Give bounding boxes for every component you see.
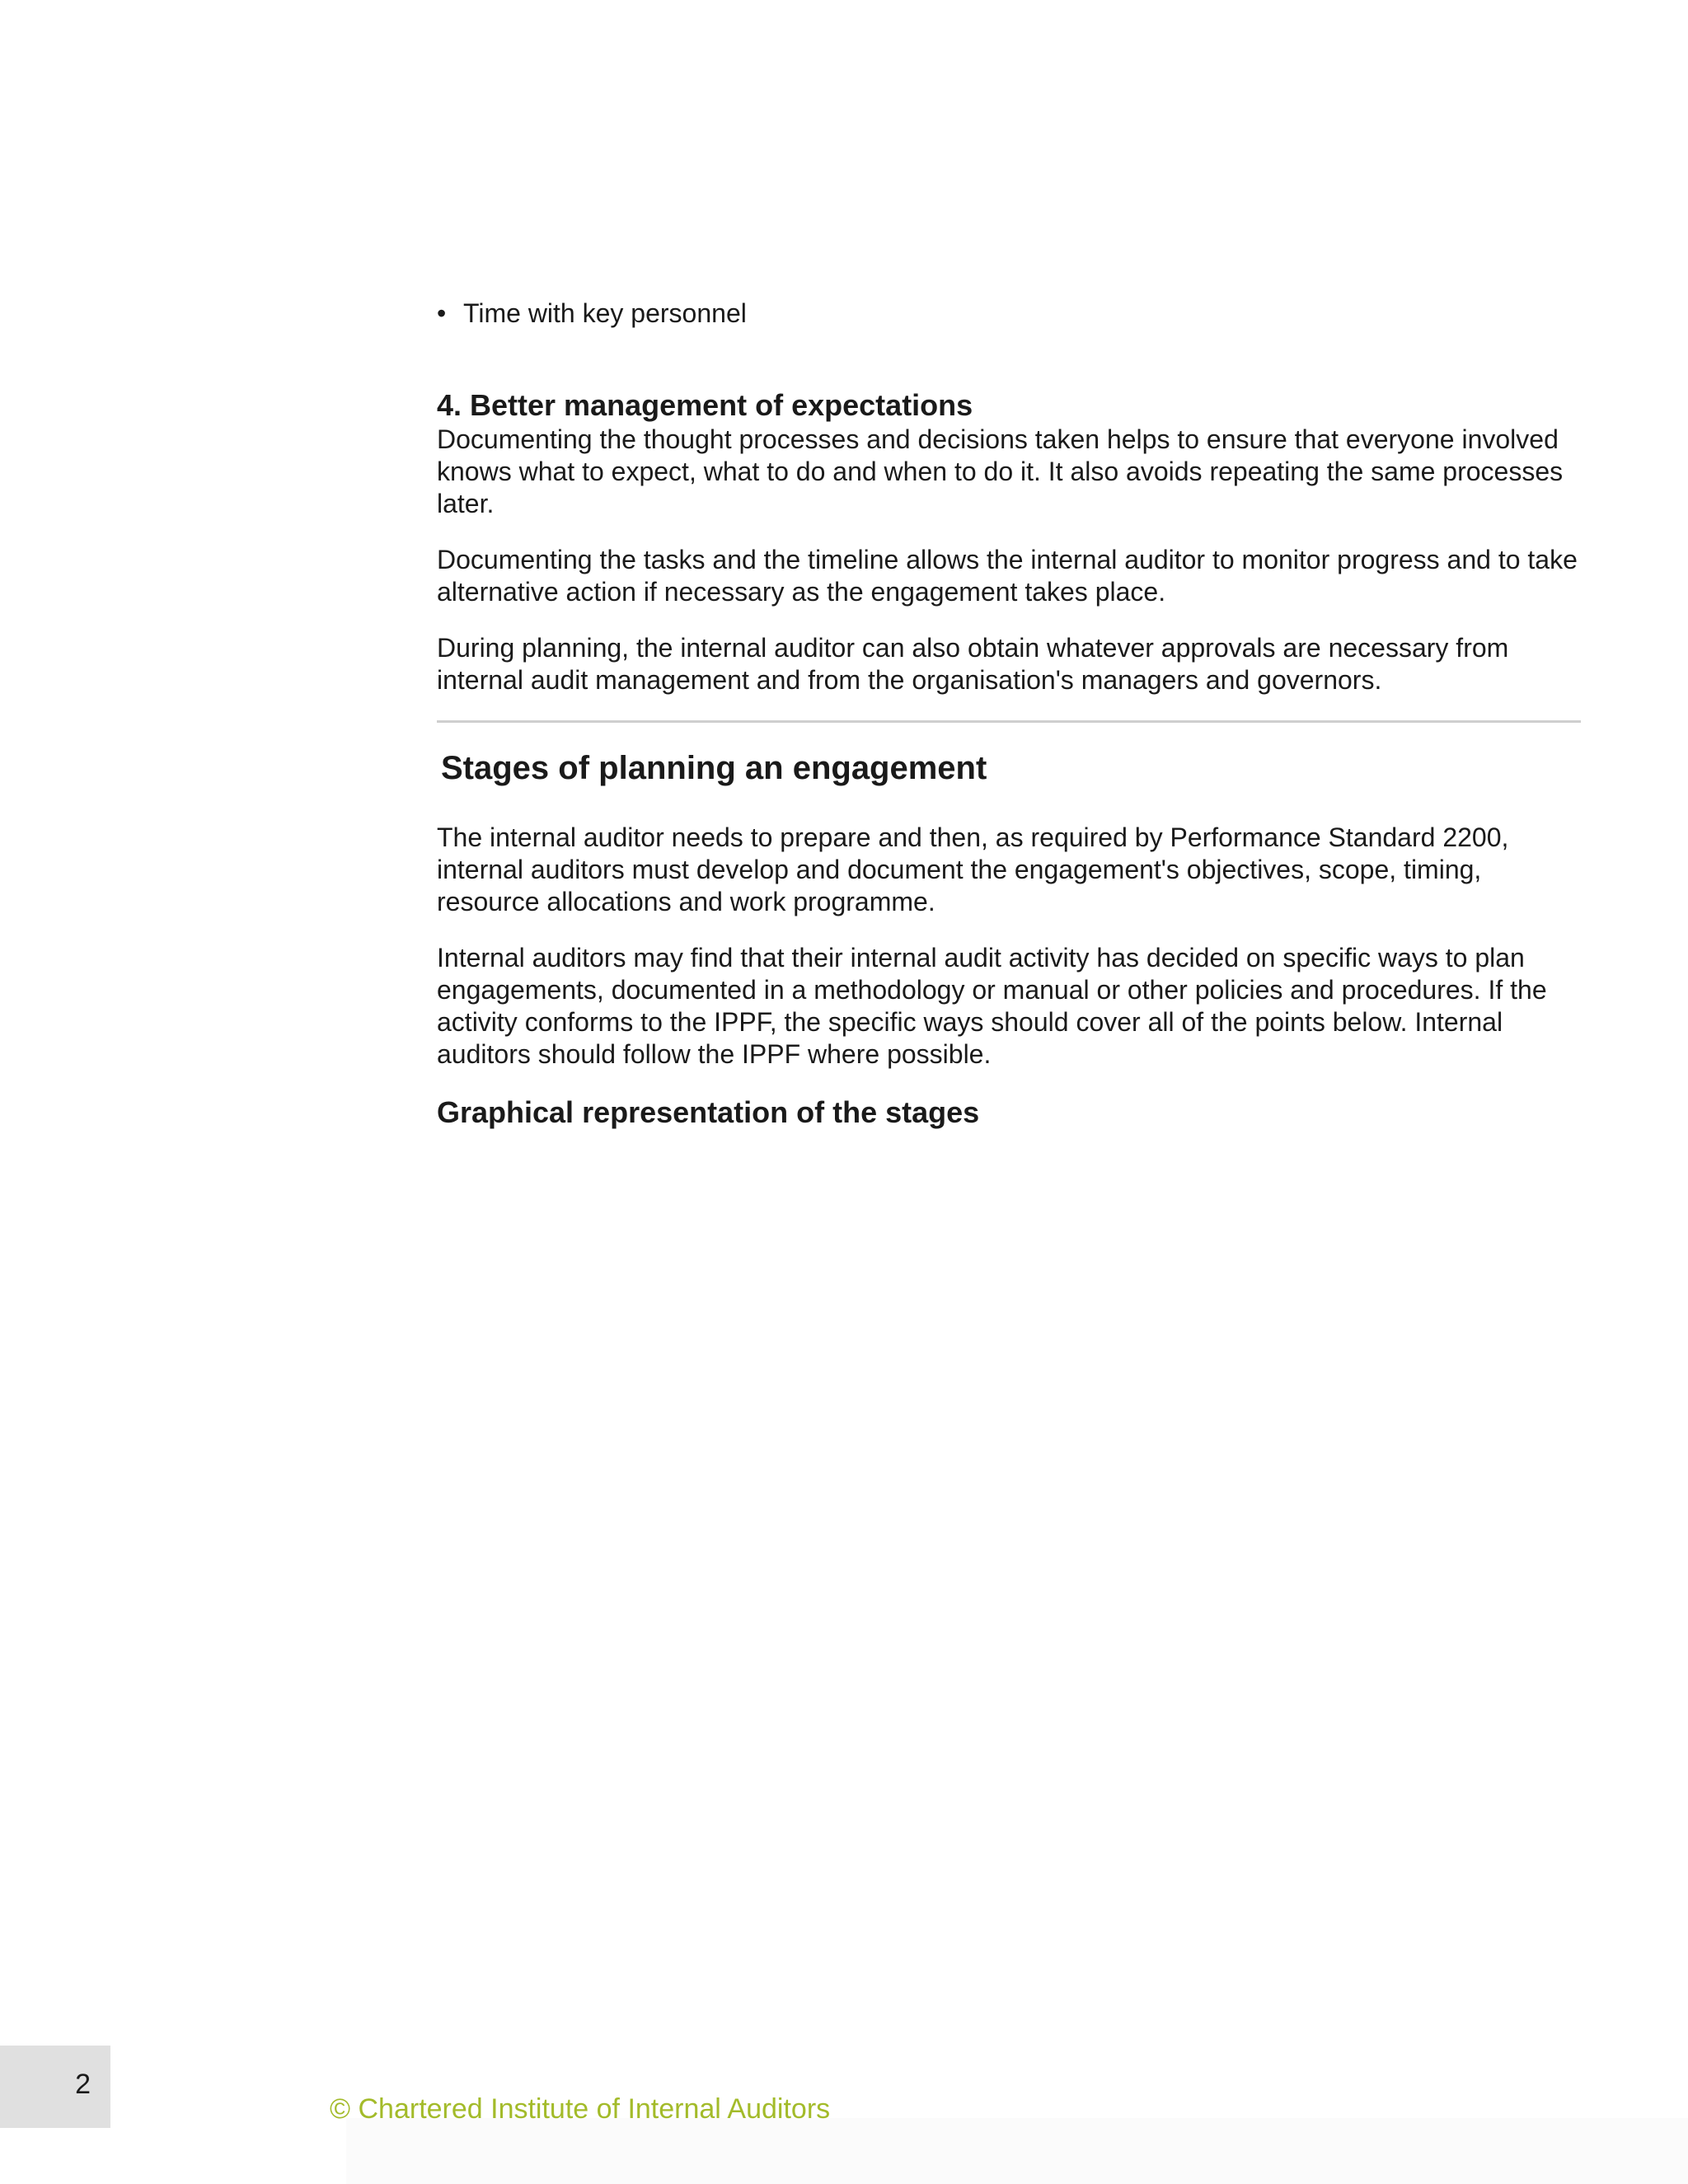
- section-4-heading: 4. Better management of expectations: [437, 388, 973, 422]
- paragraph: Documenting the tasks and the timeline allows the internal auditor to monitor progress and to take alternative action if necessary as the engagement takes place.: [437, 545, 1578, 607]
- list-item-text: Time with key personnel: [463, 298, 747, 328]
- page-number: 2: [75, 2069, 91, 2100]
- graphical-representation-heading: Graphical representation of the stages: [437, 1095, 980, 1129]
- bullet-list: [437, 297, 1582, 330]
- paragraph: During planning, the internal auditor can also obtain whatever approvals are necessary from internal audit management and from the organisation's managers and governors.: [437, 633, 1509, 695]
- section-divider: [437, 720, 1581, 723]
- section-title: Stages of planning an engagement: [441, 750, 987, 786]
- page-content: [437, 297, 1582, 1131]
- paragraph: The internal auditor needs to prepare and then, as required by Performance Standard 2200, internal auditors must develop and document the engagement's objectives, scope, timing, resource allocations and work programme.: [437, 823, 1509, 916]
- footer-band: [346, 2118, 1688, 2184]
- list-item: [437, 297, 1582, 330]
- paragraph: Documenting the thought processes and decisions taken helps to ensure that everyone involved knows what to expect, what to do and when to do it. It also avoids repeating the same processes later.: [437, 424, 1564, 518]
- bullet-marker: •: [437, 298, 447, 328]
- page-number-box: [0, 2046, 110, 2128]
- paragraph: Internal auditors may find that their internal audit activity has decided on specific ways to plan engagements, documented in a methodology or manual or other policies and procedures. If the activity conforms to the IPPF, the specific ways should cover all of the points below. Internal auditors should follow the IPPF where possible.: [437, 943, 1547, 1069]
- copyright-notice: © Chartered Institute of Internal Auditors: [330, 2093, 831, 2125]
